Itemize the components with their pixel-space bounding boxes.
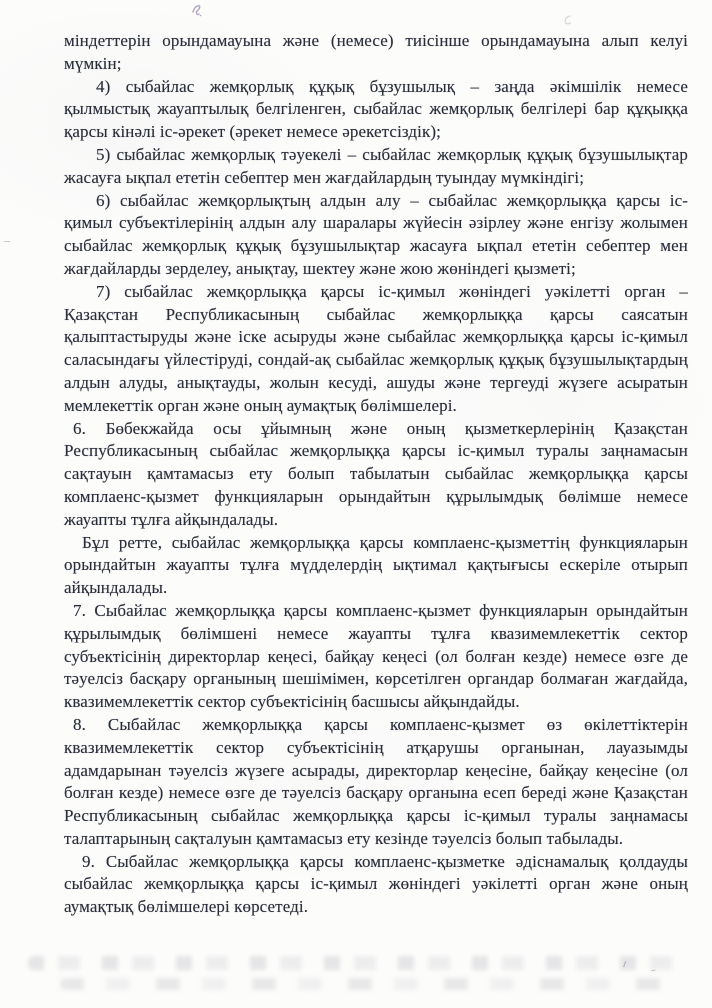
smudge-mark-icon bbox=[560, 13, 574, 31]
paragraph-item-7: 7) сыбайлас жемқорлыққа қарсы іс-қимыл жөніндегі уәкілетті орган – Қазақстан Республикасының сыбайлас жемқорлыққа қарсы саясатын қалыптастыруды және іске асыруды және сыбайлас жемқорлыққа қарсы іс-қимыл саласындағы үйлестіруді, сондай-ақ сыбайлас жемқорлық құқық бұзушылықтардың алдын алуды, анықтауды, жолын кесуді, ашуды және тергеуді жүзеге асыратын мемлекеттік орган және оның аумақтық бөлімшелері. bbox=[64, 281, 688, 415]
document-body bbox=[64, 30, 688, 919]
paragraph-item-5: 5) сыбайлас жемқорлық тәуекелі – сыбайлас жемқорлық құқық бұзушылықтар жасауға ықпал ететін себептер мен жағдайлардың туындау мүмкіндігі; bbox=[64, 144, 688, 187]
scan-noise-band bbox=[28, 956, 688, 970]
paragraph-item-6: 6) сыбайлас жемқорлықтың алдын алу – сыбайлас жемқорлыққа қарсы іс-қимыл субъектілерінің алдын алу шаралары жүйесін әзірлеу және енгізу жолымен сыбайлас жемқорлық құқық бұзушылықтар жасауға ықпал ететін себептер мен жағдайларды зерделеу, анықтау, шектеу және жою жөніндегі қызметі; bbox=[64, 190, 688, 278]
paragraph-clause-8: 8. Сыбайлас жемқорлыққа қарсы комплаенс-қызмет өз өкілеттіктерін квазимемлекеттік сектор субъектісінің атқарушы органынан, лауазымды адамдарынан тәуелсіз жүзеге асырады, директорлар кеңесіне, байқау кеңесіне (ол болған кезде) немесе өзге де тәуелсіз басқару органына есеп береді және Қазақстан Республикасының сыбайлас жемқорлыққа қарсы іс-қимыл туралы заңнамасы талаптарының сақталуын қамтамасыз ету кезінде тәуелсіз болып табылады. bbox=[64, 714, 688, 848]
paragraph-item-4: 4) сыбайлас жемқорлық құқық бұзушылық – заңда әкімшілік немесе қылмыстық жауаптылық белгіленген, сыбайлас жемқорлық белгілері бар құқыққа қарсы кінәлі іс-әрекет (әрекет немесе әрекетсіздік); bbox=[64, 76, 688, 142]
paragraph-clause-6: 6. Бөбекжайда осы ұйымның және оның қызметкерлерінің Қазақстан Республикасының сыбайлас жемқорлыққа қарсы іс-қимыл туралы заңнамасын сақтауын қамтамасыз ету болып табылатын сыбайлас жемқорлыққа қарсы комплаенс-қызмет функцияларын орындайтын құрылымдық бөлімше немесе жауапты тұлға айқындалады. bbox=[64, 418, 688, 529]
paragraph-note: Бұл ретте, сыбайлас жемқорлыққа қарсы комплаенс-қызметтің функцияларын орындайтын жауапты тұлға мүдделердің ықтимал қақтығысы ескеріле отырып айқындалады. bbox=[64, 532, 688, 598]
paragraph-clause-9: 9. Сыбайлас жемқорлыққа қарсы комплаенс-қызметке әдіснамалық қолдауды сыбайлас жемқорлыққа қарсы іс-қимыл жөніндегі уәкілетті орган және оның аумақтық бөлімшелері көрсетеді. bbox=[64, 851, 688, 917]
pen-mark-icon bbox=[190, 3, 206, 23]
paragraph-clause-7: 7. Сыбайлас жемқорлыққа қарсы комплаенс-қызмет функцияларын орындайтын құрылымдық бөлімшені немесе жауапты тұлға квазимемлекеттік сектор субъектісінің директорлар кеңесі, байқау кеңесі (ол болған кезде) немесе өзге де тәуелсіз басқару органының шешімімен, көрсетілген органдар болмаған жағдайда, квазимемлекеттік сектор субъектісінің басшысы айқындайды. bbox=[64, 600, 688, 712]
paragraph-continuation: міндеттерін орындамауына және (немесе) тиісінше орындамауына алып келуі мүмкін; bbox=[64, 31, 688, 73]
scan-speck bbox=[4, 241, 10, 245]
scan-speck bbox=[651, 966, 656, 972]
scan-noise-band bbox=[60, 978, 672, 990]
